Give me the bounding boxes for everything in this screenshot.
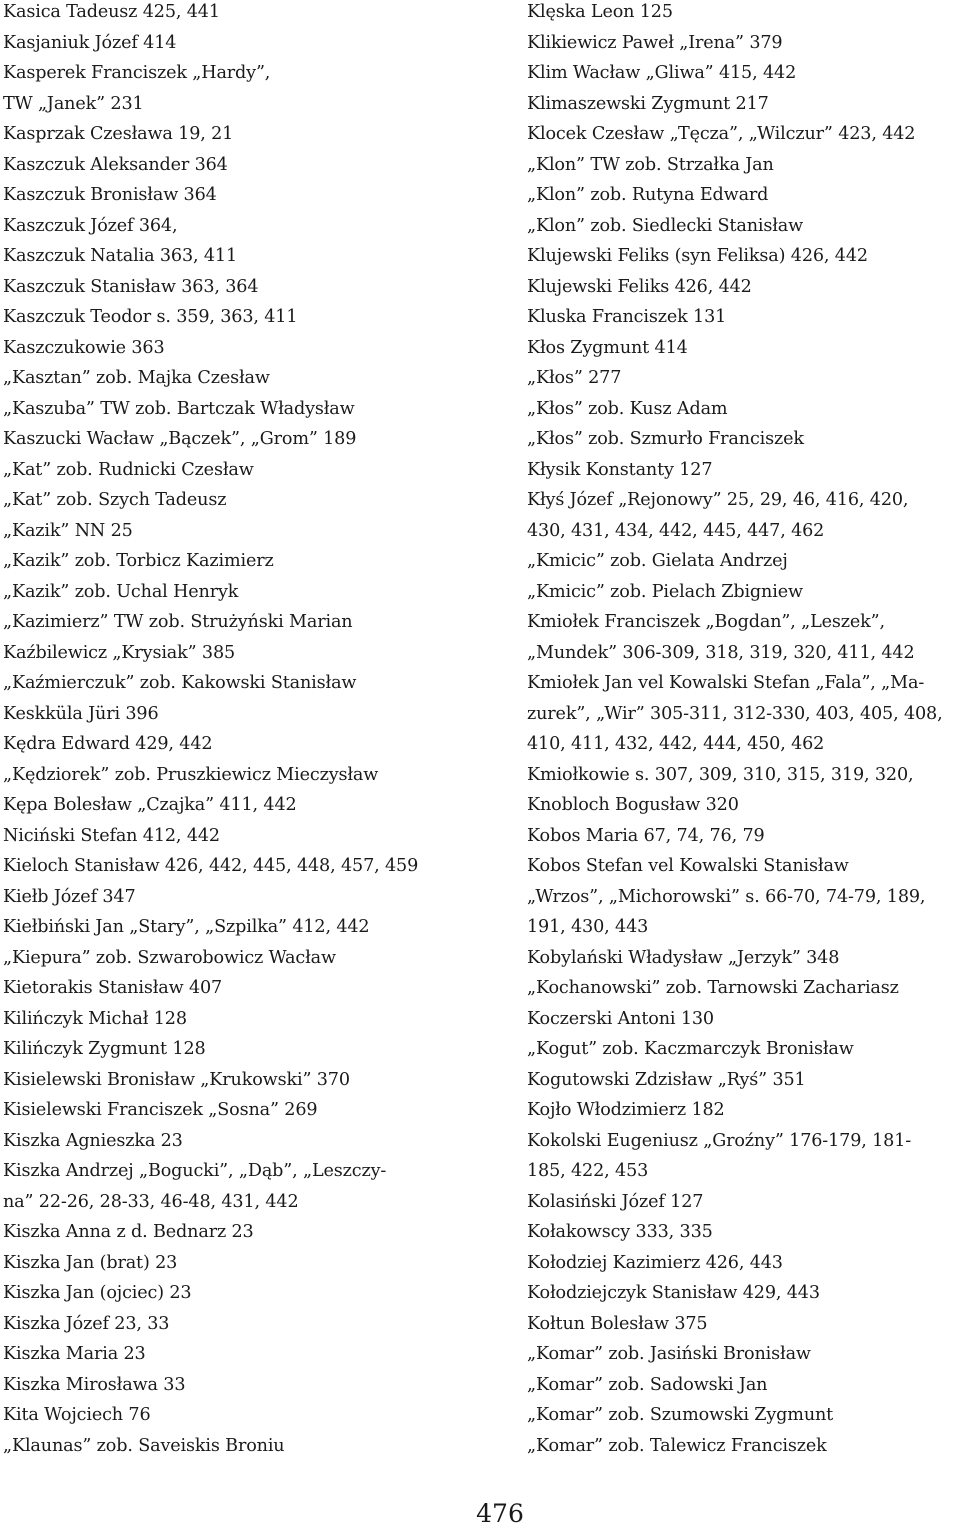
index-entry: Koczerski Antoni 130 — [527, 1008, 714, 1029]
index-entry: Kobos Maria 67, 74, 76, 79 — [527, 825, 765, 846]
index-entry: Kłyś Józef „Rejonowy” 25, 29, 46, 416, 420, — [527, 490, 909, 510]
index-entry: 191, 430, 443 — [527, 917, 649, 937]
index-entry: Kasjaniuk Józef 414 — [3, 32, 177, 53]
index-entry: Kłysik Konstanty 127 — [527, 459, 713, 480]
index-entry: Kilińczyk Michał 128 — [3, 1008, 187, 1029]
index-entry: Kmiołek Franciszek „Bogdan”, „Leszek”, — [527, 612, 885, 632]
index-entry: Kolasiński Józef 127 — [527, 1191, 704, 1212]
index-entry: „Komar” zob. Szumowski Zygmunt — [527, 1405, 834, 1425]
index-entry: Klim Wacław „Gliwa” 415, 442 — [527, 63, 797, 83]
index-entry: Keskküla Jüri 396 — [3, 703, 159, 724]
index-entry: Klikiewicz Paweł „Irena” 379 — [527, 32, 783, 53]
index-entry: „Komar” zob. Jasiński Bronisław — [527, 1344, 811, 1364]
index-entry: „Kazik” NN 25 — [3, 520, 133, 541]
index-entry: Kieloch Stanisław 426, 442, 445, 448, 457, 459 — [3, 856, 419, 876]
index-entry: „Klon” zob. Siedlecki Stanisław — [527, 215, 804, 236]
index-entry: „Wrzos”, „Michorowski” s. 66-70, 74-79, 189, — [527, 886, 926, 907]
index-entry: Kmiołkowie s. 307, 309, 310, 315, 319, 320, — [527, 764, 914, 785]
index-entry: Kołodziej Kazimierz 426, 443 — [527, 1252, 783, 1273]
index-entry: Kilińczyk Zygmunt 128 — [3, 1039, 206, 1059]
index-entry: Kmiołek Jan vel Kowalski Stefan „Fala”, „Ma- — [527, 673, 925, 693]
index-entry: „Kat” zob. Szych Tadeusz — [3, 490, 227, 510]
index-entry: Kaszucki Wacław „Bączek”, „Grom” 189 — [3, 429, 357, 449]
page-number: 476 — [476, 1499, 524, 1528]
index-entry: Kaszczuk Stanisław 363, 364 — [3, 276, 259, 297]
index-entry: „Kmicic” zob. Gielata Andrzej — [527, 551, 788, 571]
index-entry: Klimaszewski Zygmunt 217 — [527, 93, 769, 114]
index-entry: Kasica Tadeusz 425, 441 — [3, 2, 220, 22]
index-entry: TW „Janek” 231 — [3, 93, 144, 114]
index-entry: Kasperek Franciszek „Hardy”, — [3, 63, 271, 83]
index-entry: Kiełb Józef 347 — [3, 886, 136, 907]
index-entry: Kołtun Bolesław 375 — [527, 1313, 708, 1334]
index-entry: „Kazik” zob. Uchal Henryk — [3, 581, 239, 602]
index-entry: „Klon” TW zob. Strzałka Jan — [527, 154, 774, 175]
index-entry: Kojło Włodzimierz 182 — [527, 1100, 725, 1120]
index-entry: Kępa Bolesław „Czajka” 411, 442 — [3, 795, 297, 815]
index-entry: „Klaunas” zob. Saveiskis Broniu — [3, 1435, 285, 1456]
index-entry: 410, 411, 432, 442, 444, 450, 462 — [527, 734, 825, 754]
index-entry: 185, 422, 453 — [527, 1161, 649, 1181]
index-entry: Kisielewski Bronisław „Krukowski” 370 — [3, 1069, 350, 1090]
index-entry: Kita Wojciech 76 — [3, 1405, 151, 1425]
index-entry: Kokolski Eugeniusz „Groźny” 176-179, 181- — [527, 1130, 912, 1151]
index-entry: Kołodziejczyk Stanisław 429, 443 — [527, 1283, 820, 1303]
index-entry: Kasprzak Czesława 19, 21 — [3, 124, 234, 144]
index-entry: „Komar” zob. Talewicz Franciszek — [527, 1435, 827, 1456]
index-entry: Kiszka Anna z d. Bednarz 23 — [3, 1222, 254, 1242]
index-entry: „Kłos” zob. Szmurło Franciszek — [527, 429, 804, 449]
index-entry: 430, 431, 434, 442, 445, 447, 462 — [527, 520, 825, 541]
index-entry: Kiszka Mirosława 33 — [3, 1374, 186, 1395]
index-entry: Klujewski Feliks 426, 442 — [527, 276, 752, 297]
index-column-left — [3, 0, 473, 1461]
index-entry: „Kat” zob. Rudnicki Czesław — [3, 459, 254, 480]
index-entry: „Kochanowski” zob. Tarnowski Zachariasz — [527, 978, 899, 998]
index-entry: Kiszka Jan (brat) 23 — [3, 1252, 178, 1273]
index-entry: „Kłos” 277 — [527, 368, 622, 388]
index-entry: „Kłos” zob. Kusz Adam — [527, 398, 728, 419]
index-entry: Kaszczuk Natalia 363, 411 — [3, 246, 238, 266]
index-entry: Niciński Stefan 412, 442 — [3, 825, 220, 846]
index-entry: „Mundek” 306-309, 318, 319, 320, 411, 442 — [527, 642, 915, 663]
index-entry: Kiszka Józef 23, 33 — [3, 1313, 170, 1334]
index-entry: Kaszczuk Bronisław 364 — [3, 185, 217, 205]
index-entry: „Kędziorek” zob. Pruszkiewicz Mieczysław — [3, 764, 379, 785]
index-entry: Kiszka Maria 23 — [3, 1344, 146, 1364]
index-entry: „Kmicic” zob. Pielach Zbigniew — [527, 581, 803, 602]
index-entry: Kiszka Andrzej „Bogucki”, „Dąb”, „Leszczy- — [3, 1161, 387, 1181]
index-entry: Kaszczukowie 363 — [3, 337, 165, 358]
index-entry: Kiełbiński Jan „Stary”, „Szpilka” 412, 442 — [3, 917, 370, 937]
index-entry: Kobos Stefan vel Kowalski Stanisław — [527, 856, 849, 876]
index-entry: na” 22-26, 28-33, 46-48, 431, 442 — [3, 1191, 299, 1212]
index-entry: Kiszka Agnieszka 23 — [3, 1130, 183, 1151]
index-entry: „Kazik” zob. Torbicz Kazimierz — [3, 551, 274, 571]
index-entry: „Kiepura” zob. Szwarobowicz Wacław — [3, 947, 336, 968]
index-entry: „Komar” zob. Sadowski Jan — [527, 1374, 768, 1395]
index-entry: Kiszka Jan (ojciec) 23 — [3, 1283, 192, 1303]
index-entry: Kołakowscy 333, 335 — [527, 1222, 713, 1242]
index-entry: Kobylański Władysław „Jerzyk” 348 — [527, 947, 840, 968]
index-entry: Kisielewski Franciszek „Sosna” 269 — [3, 1100, 318, 1120]
index-entry: Kędra Edward 429, 442 — [3, 734, 213, 754]
index-entry: Kietorakis Stanisław 407 — [3, 978, 223, 998]
index-entry: „Klon” zob. Rutyna Edward — [527, 185, 769, 205]
index-entry: „Kazimierz” TW zob. Strużyński Marian — [3, 612, 353, 632]
index-entry: Knobloch Bogusław 320 — [527, 795, 739, 815]
index-entry: „Kaźmierczuk” zob. Kakowski Stanisław — [3, 673, 357, 693]
index-entry: „Kasztan” zob. Majka Czesław — [3, 368, 270, 388]
index-entry: „Kaszuba” TW zob. Bartczak Władysław — [3, 398, 355, 419]
index-entry: Kaszczuk Aleksander 364 — [3, 154, 228, 175]
index-entry: zurek”, „Wir” 305-311, 312-330, 403, 405, 408, — [527, 703, 943, 724]
index-entry: Kluska Franciszek 131 — [527, 307, 727, 327]
index-entry: Klęska Leon 125 — [527, 2, 673, 22]
index-column-right — [527, 0, 957, 1461]
index-entry: Kaźbilewicz „Krysiak” 385 — [3, 642, 236, 663]
index-entry: Kaszczuk Teodor s. 359, 363, 411 — [3, 307, 298, 327]
index-entry: Kogutowski Zdzisław „Ryś” 351 — [527, 1069, 806, 1090]
index-entry: Kaszczuk Józef 364, — [3, 215, 178, 236]
index-entry: Klocek Czesław „Tęcza”, „Wilczur” 423, 442 — [527, 124, 916, 144]
index-entry: „Kogut” zob. Kaczmarczyk Bronisław — [527, 1039, 854, 1059]
index-entry: Kłos Zygmunt 414 — [527, 337, 688, 358]
index-entry: Klujewski Feliks (syn Feliksa) 426, 442 — [527, 246, 868, 266]
